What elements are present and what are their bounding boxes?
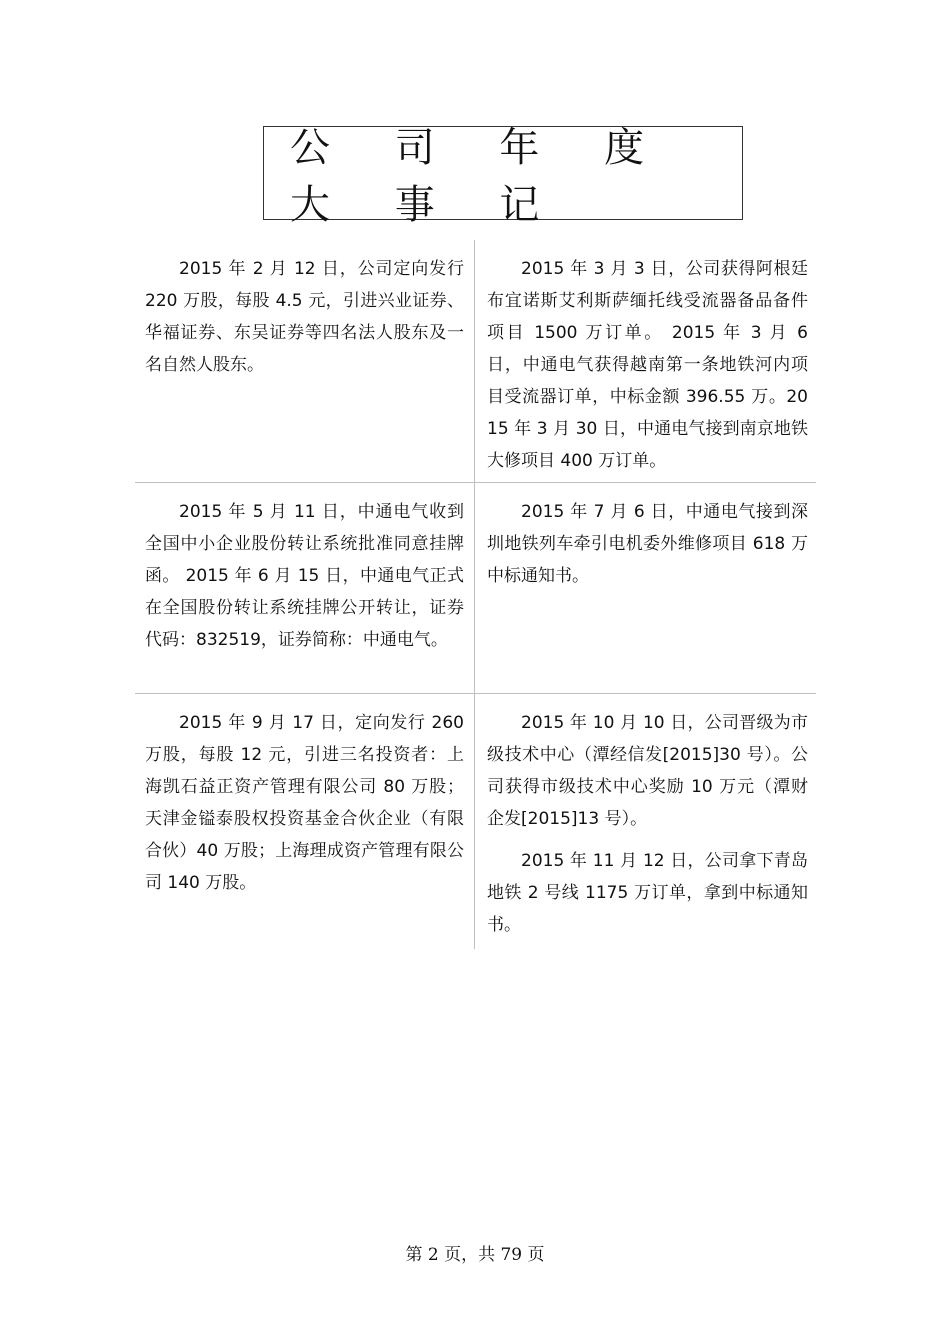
event-paragraph: 2015 年 3 月 3 日，公司获得阿根廷布宜诺斯艾利斯萨缅托线受流器备品备件项目 1500 万订单。 2015 年 3 月 6 日，中通电气获得越南第一条地铁河内项目受流器订单，中标金额 396.55 万。2015 年 3 月 30 日，中通电气接到南京地铁大修项目 400 万订单。	[487, 259, 808, 471]
events-row-3	[135, 693, 816, 949]
page-title: 公 司 年 度 大 事 记	[290, 125, 671, 228]
event-paragraph: 2015 年 11 月 12 日，公司拿下青岛地铁 2 号线 1175 万订单，拿到中标通知书。	[487, 851, 808, 935]
event-cell-2015-oct-nov	[475, 694, 816, 949]
events-row-2	[135, 482, 816, 693]
events-row-1	[135, 240, 816, 482]
event-paragraph: 2015 年 5 月 11 日，中通电气收到全国中小企业股份转让系统批准同意挂牌函。 2015 年 6 月 15 日，中通电气正式在全国股份转让系统挂牌公开转让，证券代码：832519，证券简称：中通电气。	[145, 502, 464, 650]
page-footer: 第 2 页，共 79 页	[405, 1245, 545, 1265]
event-paragraph: 2015 年 9 月 17 日，定向发行 260 万股，每股 12 元，引进三名投资者：上海凯石益正资产管理有限公司 80 万股；天津金镒泰股权投资基金合伙企业（有限合伙）40 万股；上海理成资产管理有限公司 140 万股。	[145, 713, 464, 893]
title-box	[263, 125, 743, 228]
event-paragraph: 2015 年 10 月 10 日，公司晋级为市级技术中心（潭经信发[2015]30 号）。公司获得市级技术中心奖励 10 万元（潭财企发[2015]13 号）。	[487, 713, 808, 829]
event-cell-2015-mar	[475, 240, 816, 482]
event-paragraph: 2015 年 7 月 6 日，中通电气接到深圳地铁列车牵引电机委外维修项目 618 万中标通知书。	[487, 502, 808, 586]
event-paragraph: 2015 年 2 月 12 日，公司定向发行 220 万股，每股 4.5 元，引进兴业证券、华福证券、东吴证券等四名法人股东及一名自然人股东。	[145, 259, 464, 375]
event-cell-2015-jul	[475, 483, 816, 693]
event-cell-2015-may-jun	[135, 483, 475, 693]
event-cell-2015-sep	[135, 694, 475, 949]
events-table	[135, 240, 816, 949]
event-cell-2015-feb	[135, 240, 475, 482]
